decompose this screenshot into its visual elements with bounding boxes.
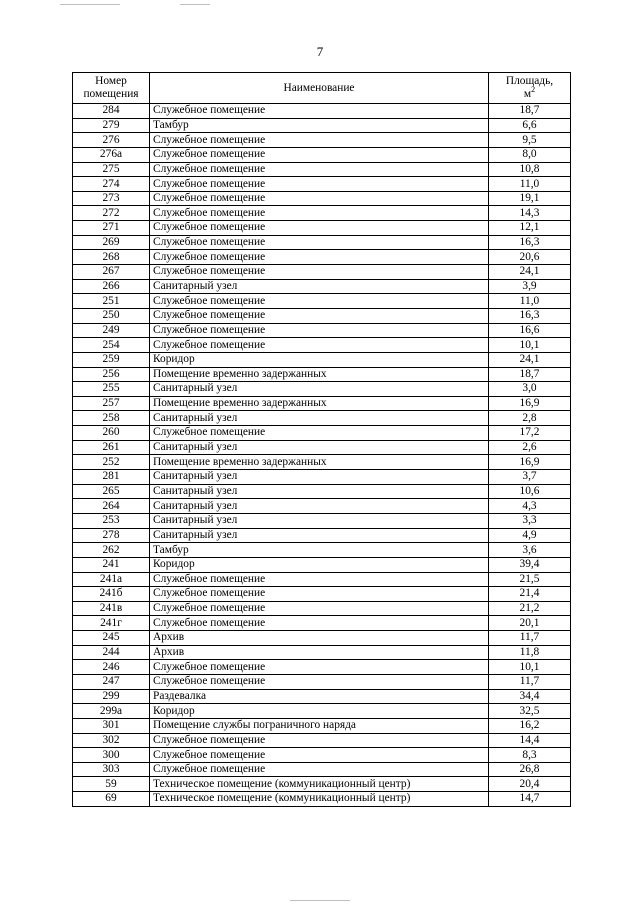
table-header-row [73,73,571,104]
room-number-cell: 262 [73,543,150,558]
room-number-cell: 269 [73,235,150,250]
table-row [73,704,571,719]
table-row [73,572,571,587]
room-name-cell: Служебное помещение [150,587,489,602]
room-name-cell: Помещение временно задержанных [150,367,489,382]
room-name-cell: Тамбур [150,118,489,133]
room-number-cell: 252 [73,455,150,470]
room-number-cell: 256 [73,367,150,382]
room-area-cell: 11,7 [489,674,571,689]
room-number-cell: 254 [73,338,150,353]
room-area-cell: 26,8 [489,762,571,777]
room-number-cell: 245 [73,631,150,646]
room-area-cell: 12,1 [489,221,571,236]
table-row [73,396,571,411]
room-name-cell: Служебное помещение [150,104,489,119]
room-area-cell: 20,1 [489,616,571,631]
room-area-cell: 10,6 [489,484,571,499]
room-number-cell: 241 [73,557,150,572]
room-number-cell: 265 [73,484,150,499]
table-row [73,777,571,792]
room-number-cell: 268 [73,250,150,265]
table-row [73,250,571,265]
room-number-cell: 241г [73,616,150,631]
room-number-cell: 276 [73,133,150,148]
room-name-cell: Тамбур [150,543,489,558]
table-row [73,674,571,689]
room-area-cell: 19,1 [489,191,571,206]
room-name-cell: Санитарный узел [150,279,489,294]
room-area-cell: 4,3 [489,499,571,514]
room-area-cell: 16,9 [489,455,571,470]
room-number-cell: 255 [73,382,150,397]
table-row [73,718,571,733]
table-row [73,440,571,455]
header-room-area: Площадь, $м^2$ [489,73,571,104]
table-row [73,235,571,250]
table-row [73,221,571,236]
room-number-cell: 247 [73,674,150,689]
room-number-cell: 264 [73,499,150,514]
table-row [73,206,571,221]
table-row [73,499,571,514]
room-name-cell: Служебное помещение [150,733,489,748]
room-number-cell: 299 [73,689,150,704]
table-row [73,147,571,162]
room-number-cell: 244 [73,645,150,660]
table-row [73,133,571,148]
room-name-cell: Техническое помещение (коммуникационный центр) [150,792,489,807]
room-area-cell: 14,3 [489,206,571,221]
room-area-cell: 14,7 [489,792,571,807]
scan-artifact-line [60,4,120,5]
room-number-cell: 274 [73,177,150,192]
room-area-cell: 16,3 [489,308,571,323]
table-row [73,733,571,748]
table-row [73,484,571,499]
room-area-cell: 10,1 [489,338,571,353]
table-row [73,352,571,367]
room-name-cell: Раздевалка [150,689,489,704]
table-row [73,279,571,294]
table-row [73,557,571,572]
room-number-cell: 303 [73,762,150,777]
table-row [73,601,571,616]
room-area-cell: 3,6 [489,543,571,558]
table-row [73,118,571,133]
table-row [73,645,571,660]
room-number-cell: 299а [73,704,150,719]
room-area-cell: 18,7 [489,367,571,382]
room-name-cell: Служебное помещение [150,250,489,265]
room-number-cell: 257 [73,396,150,411]
room-name-cell: Служебное помещение [150,221,489,236]
table-row [73,426,571,441]
room-area-cell: 11,0 [489,294,571,309]
room-name-cell: Служебное помещение [150,265,489,280]
room-area-cell: 3,7 [489,470,571,485]
room-name-cell: Служебное помещение [150,294,489,309]
room-area-cell: 3,9 [489,279,571,294]
room-number-cell: 250 [73,308,150,323]
table-row [73,455,571,470]
room-number-cell: 273 [73,191,150,206]
room-number-cell: 258 [73,411,150,426]
room-name-cell: Служебное помещение [150,147,489,162]
room-number-cell: 301 [73,718,150,733]
room-number-cell: 251 [73,294,150,309]
table-row [73,338,571,353]
room-name-cell: Служебное помещение [150,660,489,675]
room-name-cell: Служебное помещение [150,572,489,587]
table-row [73,792,571,807]
table-row [73,323,571,338]
room-area-cell: 16,2 [489,718,571,733]
room-area-cell: 14,4 [489,733,571,748]
scan-artifact-line [290,900,350,901]
room-number-cell: 59 [73,777,150,792]
table-row [73,308,571,323]
room-number-cell: 249 [73,323,150,338]
room-name-cell: Служебное помещение [150,323,489,338]
room-number-cell: 241б [73,587,150,602]
room-area-cell: 16,9 [489,396,571,411]
room-area-cell: 2,8 [489,411,571,426]
room-number-cell: 241в [73,601,150,616]
room-area-cell: 6,6 [489,118,571,133]
room-number-cell: 272 [73,206,150,221]
room-area-cell: 21,4 [489,587,571,602]
scan-artifact-line [180,4,210,5]
room-name-cell: Служебное помещение [150,762,489,777]
room-name-cell: Служебное помещение [150,191,489,206]
room-number-cell: 276а [73,147,150,162]
room-area-cell: 20,6 [489,250,571,265]
table-row [73,265,571,280]
room-area-cell: 8,0 [489,147,571,162]
room-number-cell: 260 [73,426,150,441]
room-name-cell: Техническое помещение (коммуникационный центр) [150,777,489,792]
room-number-cell: 281 [73,470,150,485]
room-area-cell: 8,3 [489,748,571,763]
table-row [73,177,571,192]
room-name-cell: Помещение службы пограничного наряда [150,718,489,733]
room-name-cell: Служебное помещение [150,616,489,631]
table-row [73,528,571,543]
table-row [73,748,571,763]
rooms-table [72,72,571,807]
room-name-cell: Служебное помещение [150,133,489,148]
table-row [73,660,571,675]
room-name-cell: Служебное помещение [150,206,489,221]
room-area-cell: 10,8 [489,162,571,177]
room-number-cell: 266 [73,279,150,294]
table-row [73,513,571,528]
room-number-cell: 253 [73,513,150,528]
room-area-cell: 18,7 [489,104,571,119]
room-number-cell: 284 [73,104,150,119]
room-name-cell: Коридор [150,704,489,719]
table-row [73,411,571,426]
room-area-cell: 24,1 [489,352,571,367]
header-room-number: Номер помещения [73,73,150,104]
room-name-cell: Помещение временно задержанных [150,455,489,470]
room-area-cell: 24,1 [489,265,571,280]
room-area-cell: 39,4 [489,557,571,572]
room-name-cell: Служебное помещение [150,338,489,353]
table-row [73,294,571,309]
room-name-cell: Архив [150,645,489,660]
room-number-cell: 300 [73,748,150,763]
table-row [73,587,571,602]
room-number-cell: 259 [73,352,150,367]
room-number-cell: 275 [73,162,150,177]
room-area-cell: 21,5 [489,572,571,587]
room-number-cell: 302 [73,733,150,748]
table-row [73,104,571,119]
table-row [73,162,571,177]
room-area-cell: 4,9 [489,528,571,543]
room-name-cell: Коридор [150,352,489,367]
room-name-cell: Служебное помещение [150,308,489,323]
room-number-cell: 279 [73,118,150,133]
room-name-cell: Служебное помещение [150,674,489,689]
table-row [73,470,571,485]
room-area-cell: 16,3 [489,235,571,250]
room-area-cell: 11,0 [489,177,571,192]
room-number-cell: 278 [73,528,150,543]
room-name-cell: Санитарный узел [150,382,489,397]
room-number-cell: 271 [73,221,150,236]
room-name-cell: Служебное помещение [150,235,489,250]
room-area-cell: 16,6 [489,323,571,338]
room-area-cell: 11,7 [489,631,571,646]
room-name-cell: Санитарный узел [150,470,489,485]
room-area-cell: 10,1 [489,660,571,675]
room-name-cell: Служебное помещение [150,162,489,177]
room-area-cell: 21,2 [489,601,571,616]
table-row [73,631,571,646]
room-name-cell: Санитарный узел [150,528,489,543]
room-name-cell: Санитарный узел [150,411,489,426]
room-name-cell: Санитарный узел [150,513,489,528]
room-area-cell: 32,5 [489,704,571,719]
rooms-table-body [73,104,571,807]
table-row [73,367,571,382]
room-name-cell: Помещение временно задержанных [150,396,489,411]
table-row [73,689,571,704]
room-name-cell: Санитарный узел [150,440,489,455]
room-name-cell: Служебное помещение [150,177,489,192]
room-name-cell: Санитарный узел [150,499,489,514]
room-name-cell: Служебное помещение [150,426,489,441]
room-area-cell: 11,8 [489,645,571,660]
room-area-cell: 34,4 [489,689,571,704]
room-area-cell: 3,3 [489,513,571,528]
table-row [73,543,571,558]
header-room-name: Наименование [150,73,489,104]
table-row [73,762,571,777]
table-row [73,382,571,397]
room-area-cell: 3,0 [489,382,571,397]
room-name-cell: Служебное помещение [150,601,489,616]
room-area-cell: 20,4 [489,777,571,792]
room-name-cell: Служебное помещение [150,748,489,763]
room-area-cell: 2,6 [489,440,571,455]
room-number-cell: 246 [73,660,150,675]
table-row [73,191,571,206]
room-name-cell: Архив [150,631,489,646]
room-name-cell: Коридор [150,557,489,572]
room-number-cell: 69 [73,792,150,807]
room-number-cell: 261 [73,440,150,455]
room-name-cell: Санитарный узел [150,484,489,499]
table-row [73,616,571,631]
room-area-cell: 9,5 [489,133,571,148]
room-area-cell: 17,2 [489,426,571,441]
page-number: 7 [316,44,324,59]
room-number-cell: 267 [73,265,150,280]
room-number-cell: 241а [73,572,150,587]
